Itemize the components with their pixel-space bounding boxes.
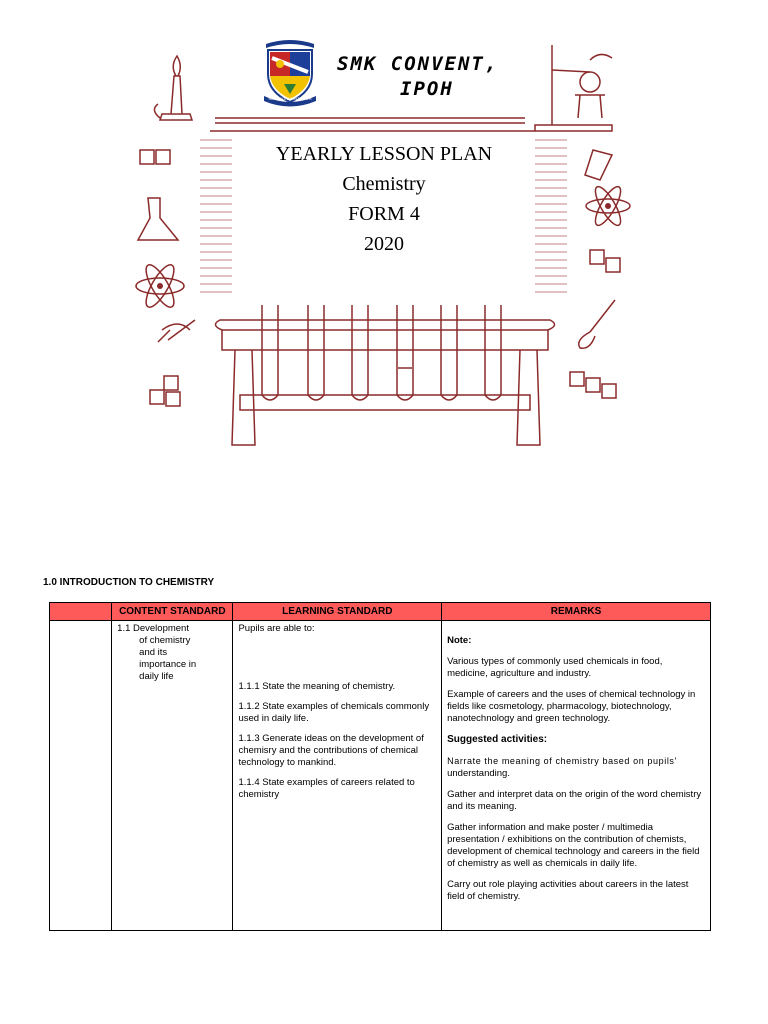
learning-standard-item: 1.1.2 State examples of chemicals commonly used in daily life. (238, 701, 430, 724)
table-header-learning-standard: LEARNING STANDARD (233, 603, 442, 621)
content-standard-line: importance in (139, 659, 197, 670)
document-title: YEARLY LESSON PLAN (275, 143, 493, 165)
note-item: Various types of commonly used chemicals in food, medicine, agriculture and industry. (447, 656, 663, 679)
school-name-line2: IPOH (400, 78, 454, 100)
lesson-plan-table (49, 602, 711, 931)
table-header-blank (50, 603, 112, 621)
title-block (234, 139, 534, 259)
activity-item (447, 755, 705, 780)
form-title: FORM 4 (348, 203, 420, 225)
table-cell-blank (50, 621, 112, 931)
section-heading: 1.0 INTRODUCTION TO CHEMISTRY (43, 577, 215, 588)
suggested-activities-label: Suggested activities: (447, 734, 548, 745)
content-standard-line: of chemistry (139, 635, 191, 646)
remarks-cell (442, 621, 711, 931)
school-name-line1: SMK CONVENT, (337, 53, 499, 75)
content-standard-line: 1.1 Development (117, 623, 189, 634)
table-row (50, 621, 711, 931)
content-standard-cell (112, 621, 233, 931)
content-standard-line: daily life (139, 671, 174, 682)
content-standard-line: and its (139, 647, 168, 658)
note-item: Example of careers and the uses of chemical technology in fields like cosmetology, pharmacology, biotechnology, nanotechnology and green technology. (447, 689, 696, 724)
note-label: Note: (447, 635, 472, 646)
table-header-row (50, 603, 711, 621)
learning-standard-cell (233, 621, 442, 931)
table-header-remarks: REMARKS (442, 603, 711, 621)
activity-text-spaced: Narrate the meaning of chemistry based on pupils' (447, 756, 677, 766)
activity-item: Gather information and make poster / multimedia presentation / exhibitions on the contribution of chemists, development of chemical technology and careers in the field of chemistry as well as chemicals in daily life. (447, 822, 700, 869)
learning-standard-item: 1.1.3 Generate ideas on the development of chemisry and the contributions of chemical technology to mankind. (238, 733, 424, 768)
activity-item: Carry out role playing activities about careers in the latest field of chemistry. (447, 879, 689, 902)
learning-standard-intro: Pupils are able to: (238, 623, 315, 634)
year-title: 2020 (364, 233, 404, 255)
table-header-content-standard: CONTENT STANDARD (112, 603, 233, 621)
activity-item: Gather and interpret data on the origin of the word chemistry and its meaning. (447, 789, 702, 812)
crest-motto: SMK CONVENT IPOH (268, 96, 312, 101)
activity-text-rest: understanding. (447, 768, 510, 779)
learning-standard-item: 1.1.1 State the meaning of chemistry. (238, 681, 396, 692)
learning-standard-item: 1.1.4 State examples of careers related to chemistry (238, 777, 415, 800)
subject-title: Chemistry (342, 173, 426, 195)
